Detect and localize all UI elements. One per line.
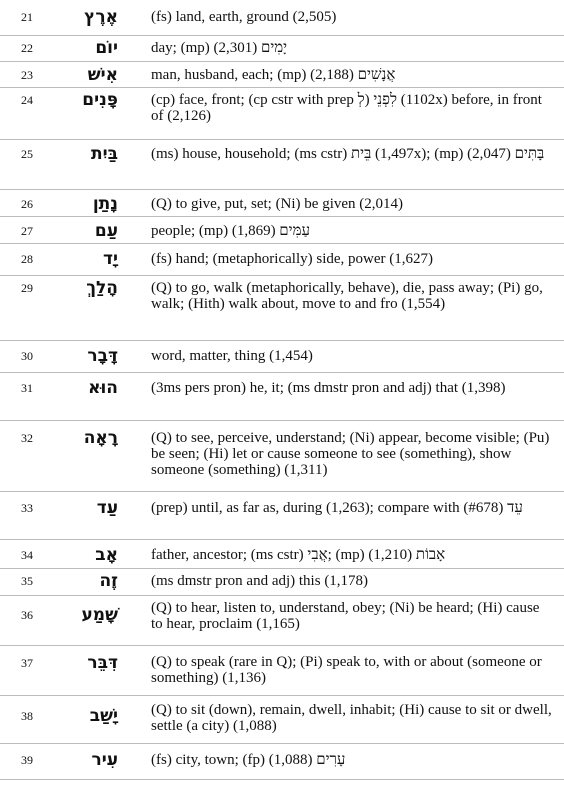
hebrew-word: אֶרֶץ (84, 7, 118, 27)
entry-gloss: (3ms pers pron) he, it; (ms dmstr pron and adj) that (1,398) (151, 380, 506, 396)
hebrew-word: שָׁמַע (81, 605, 118, 625)
entry-number: 24 (21, 93, 33, 107)
vocab-entry-39 (0, 744, 564, 780)
hebrew-word: אָב (95, 545, 118, 565)
hebrew-word: בַּיִת (91, 144, 118, 164)
entry-number: 28 (21, 252, 33, 266)
entry-gloss: (fs) land, earth, ground (2,505) (151, 9, 337, 25)
hebrew-word: עַם (94, 221, 118, 241)
vocab-entry-24 (0, 88, 564, 140)
entry-number: 39 (21, 753, 33, 767)
entry-number: 22 (21, 41, 33, 55)
entry-gloss: (prep) until, as far as, during (1,263); compare with עֵד (#678) (151, 500, 523, 516)
entry-number: 29 (21, 281, 33, 295)
entry-number: 35 (21, 574, 33, 588)
hebrew-word: עִיר (91, 750, 118, 770)
vocab-entry-38 (0, 696, 564, 744)
hebrew-word: יָשַׁב (89, 706, 118, 726)
vocab-entry-32 (0, 421, 564, 492)
entry-gloss: (Q) to give, put, set; (Ni) be given (2,014) (151, 196, 404, 212)
entry-number: 25 (21, 147, 33, 161)
entry-gloss: (Q) to see, perceive, understand; (Ni) appear, become visible; (Pu) be seen; (Hi) let or cause someone to see (something), show someone (something) (1,311) (151, 430, 550, 478)
entry-number: 38 (21, 709, 33, 723)
entry-gloss: (ms dmstr pron and adj) this (1,178) (151, 573, 369, 589)
hebrew-word: דִּבֵּר (87, 653, 118, 673)
vocab-entry-23 (0, 62, 564, 88)
vocab-entry-25 (0, 140, 564, 190)
entry-gloss: father, ancestor; (ms cstr) אֲבִי; (mp) אָבוֹת (1,210) (151, 547, 446, 563)
hebrew-word: יָד (103, 249, 118, 269)
vocab-entry-37 (0, 646, 564, 696)
hebrew-word: עַד (96, 498, 118, 518)
vocab-entry-27 (0, 217, 564, 244)
entry-number: 32 (21, 431, 33, 445)
entry-gloss: man, husband, each; (mp) אֲנָשִׁים (2,188) (151, 67, 396, 83)
entry-gloss: day; (mp) יָמִים (2,301) (151, 40, 288, 56)
entry-gloss: (fs) city, town; (fp) עָרִים (1,088) (151, 752, 346, 768)
hebrew-word: זֶה (99, 571, 118, 591)
hebrew-word: רָאָה (83, 428, 118, 448)
vocab-entry-31 (0, 373, 564, 421)
entry-gloss: word, matter, thing (1,454) (151, 348, 313, 364)
vocab-entry-22 (0, 36, 564, 62)
hebrew-word: פָּנִים (82, 90, 118, 110)
entry-gloss: people; (mp) עַמִּים (1,869) (151, 223, 310, 239)
entry-number: 37 (21, 656, 33, 670)
entry-number: 26 (21, 197, 33, 211)
entry-number: 34 (21, 548, 33, 562)
vocab-entry-36 (0, 596, 564, 646)
hebrew-word: יוֹם (95, 38, 118, 58)
vocab-entry-35 (0, 569, 564, 596)
hebrew-word: אִישׁ (87, 65, 118, 85)
vocab-entry-29 (0, 276, 564, 341)
vocab-entry-33 (0, 492, 564, 540)
entry-number: 36 (21, 608, 33, 622)
hebrew-word: הָלַךְ (86, 278, 118, 298)
entry-number: 27 (21, 224, 33, 238)
vocab-entry-30 (0, 341, 564, 373)
entry-number: 23 (21, 68, 33, 82)
vocab-entry-28 (0, 244, 564, 276)
entry-number: 31 (21, 381, 33, 395)
entry-gloss: (fs) hand; (metaphorically) side, power (1,627) (151, 251, 433, 267)
entry-number: 30 (21, 349, 33, 363)
hebrew-word: נָתַן (92, 194, 118, 214)
vocab-entry-21 (0, 2, 564, 36)
entry-gloss: (Q) to speak (rare in Q); (Pi) speak to, with or about (someone or something) (1,136) (151, 654, 542, 686)
entry-gloss: (ms) house, household; (ms cstr) בֵּית (1,497x); (mp) בָּתִּים (2,047) (151, 146, 545, 162)
entry-gloss: (Q) to go, walk (metaphorically, behave), die, pass away; (Pi) go, walk; (Hith) walk about, move to and fro (1,554) (151, 280, 543, 312)
entry-gloss: (Q) to hear, listen to, understand, obey; (Ni) be heard; (Hi) cause to hear, proclaim (1,165) (151, 600, 540, 632)
entry-number: 33 (21, 501, 33, 515)
hebrew-word: דָּבָר (87, 346, 118, 366)
vocab-entry-26 (0, 190, 564, 217)
vocab-entry-34 (0, 540, 564, 569)
entry-gloss: (Q) to sit (down), remain, dwell, inhabit; (Hi) cause to sit or dwell, settle (a city) (1,088) (151, 702, 552, 734)
hebrew-word: הוּא (88, 378, 118, 398)
entry-gloss: (cp) face, front; (cp cstr with prep לְ) לִפְנֵי (1102x) before, in front of (2,126) (151, 92, 542, 124)
entry-number: 21 (21, 10, 33, 24)
